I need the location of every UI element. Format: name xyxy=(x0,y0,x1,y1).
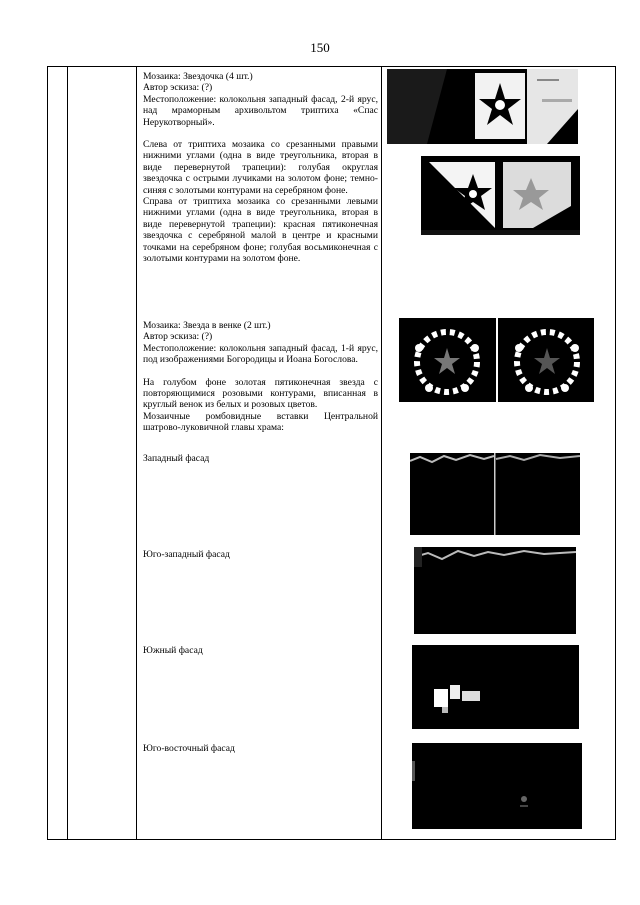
entry-text-2 xyxy=(143,320,378,434)
entry-title: Мозаика: Звездочка (4 шт.) xyxy=(143,71,253,82)
facade-label-southeast: Юго-восточный фасад xyxy=(143,743,235,754)
entry-author: Автор эскиза: (?) xyxy=(143,82,213,94)
entry-description: На голубом фоне золотая пятиконечная звезда с повторяющимися розовыми контурами, вписанная в круглый венок из белых и розовых цветов. xyxy=(143,376,378,411)
entry-text-1 xyxy=(143,71,378,265)
facade-label-southwest: Юго-западный фасад xyxy=(143,549,230,560)
page-number: 150 xyxy=(310,40,330,55)
photo-star-mosaic-bottom xyxy=(421,156,580,235)
photo-star-wreath xyxy=(399,318,594,402)
entry-description: Слева от триптиха мозаика со срезанными правыми нижними углами (одна в виде треугольника, вторая в виде перевернутой трапеции): голубая округлая звездочка с острыми лучиками на золотом фоне; темно-синяя с золотыми контурами на серебряном фоне. xyxy=(143,139,378,196)
entry-title: Мозаика: Звезда в венке (2 шт.) xyxy=(143,320,271,331)
column-divider xyxy=(381,67,382,839)
photo-southeast-facade xyxy=(412,743,582,829)
entry-author: Автор эскиза: (?) xyxy=(143,331,213,343)
photo-south-facade xyxy=(412,645,579,729)
entry-description: Справа от триптиха мозаика со срезанными левыми нижними углами (одна в виде треугольника, вторая в виде перевернутой трапеции): красная пятиконечная звездочка с серебряной малой в центре и красными точками на серебряном фоне; голубая восьмиконечная с золотыми контурами на золотом фоне. xyxy=(143,196,378,265)
facade-label-south: Южный фасад xyxy=(143,645,203,656)
column-divider xyxy=(136,67,137,839)
photo-star-mosaic-top xyxy=(387,69,578,144)
facade-label-west: Западный фасад xyxy=(143,453,210,464)
column-divider xyxy=(67,67,68,839)
photo-southwest-facade xyxy=(414,547,576,634)
photo-west-facade xyxy=(410,453,580,535)
catalog-table xyxy=(47,66,616,840)
entry-description: Мозаичные ромбовидные вставки Центральной шатрово-луковичной главы храма: xyxy=(143,410,378,434)
entry-location: Местоположение: колокольня западный фасад, 1-й ярус, под изображениями Богородицы и Иоана Богослова. xyxy=(143,342,378,366)
entry-location: Местоположение: колокольня западный фасад, 2-й ярус, над мраморным архивольтом триптиха «Спас Нерукотворный». xyxy=(143,93,378,128)
